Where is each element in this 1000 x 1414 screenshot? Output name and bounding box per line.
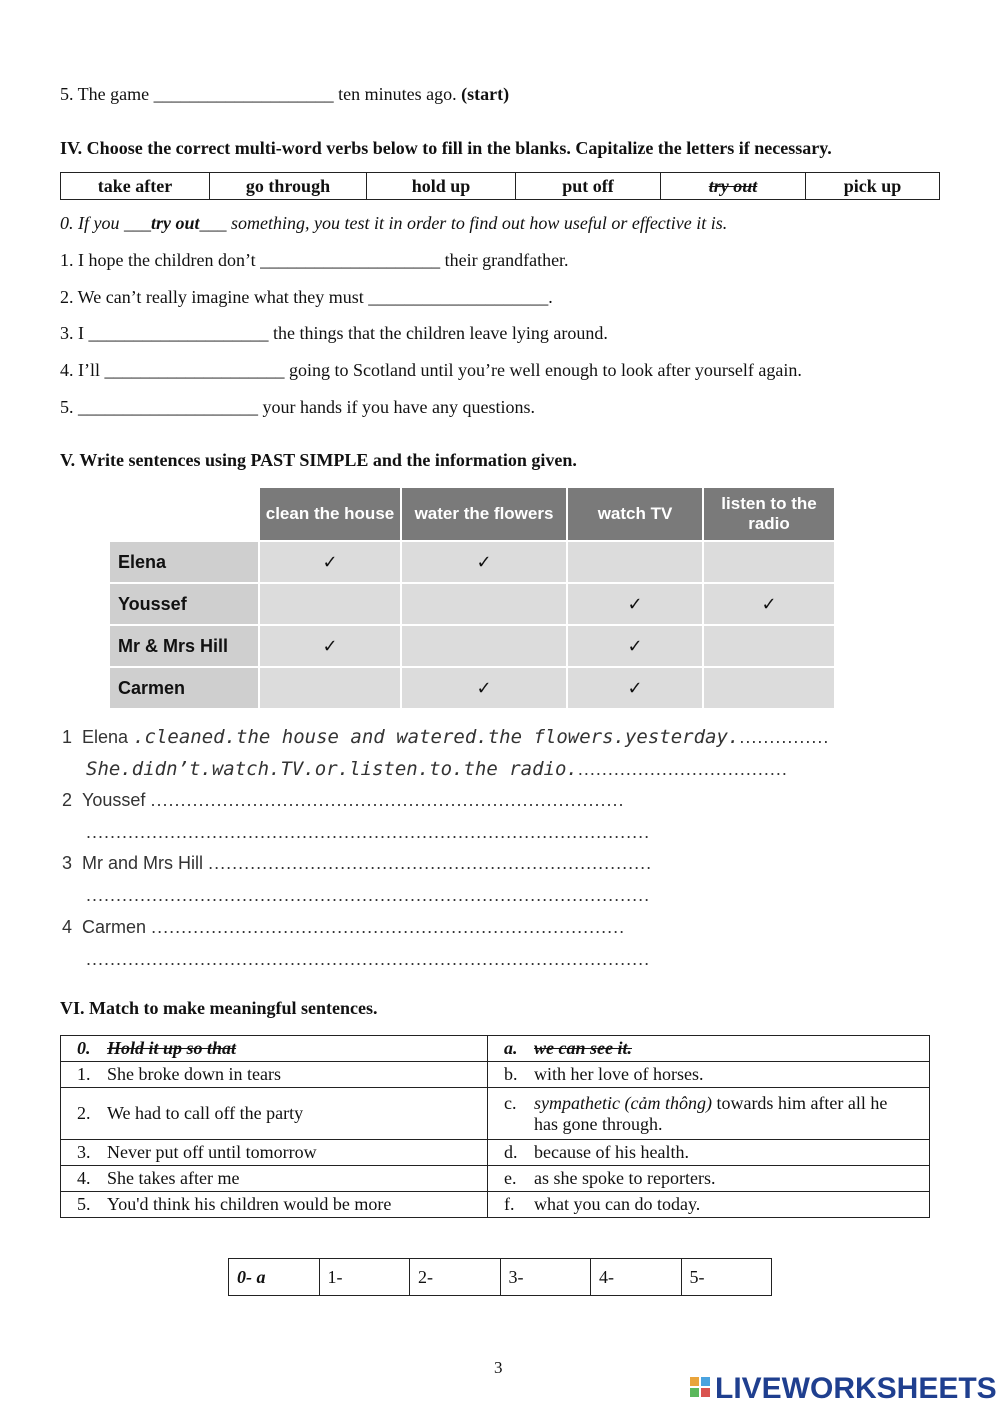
table-row: 2. We had to call off the party c. sympathetic (cảm thông) towards him after all he has gone through. <box>61 1088 930 1140</box>
q4-5[interactable]: 5. ____________________ your hands if you have any questions. <box>60 397 535 417</box>
answer-cell-3[interactable]: 3- <box>500 1259 591 1296</box>
word-pick-up: pick up <box>806 173 940 200</box>
check-mark: ✓ <box>259 541 401 583</box>
table-row: 4. She takes after me e. as she spoke to reporters. <box>61 1166 930 1192</box>
check-mark: ✓ <box>567 583 703 625</box>
section5-heading: V. Write sentences using PAST SIMPLE and the information given. <box>60 450 577 470</box>
check-mark: ✓ <box>703 583 835 625</box>
word-try-out: try out <box>661 173 806 200</box>
section6-heading: VI. Match to make meaningful sentences. <box>60 998 378 1018</box>
check-mark: ✓ <box>567 667 703 709</box>
answer-2-line1[interactable]: 2 Youssef ............................................................................... <box>62 790 625 810</box>
check-mark: ✓ <box>401 667 567 709</box>
word-put-off: put off <box>516 173 661 200</box>
section4-heading: IV. Choose the correct multi-word verbs below to fill in the blanks. Capitalize the letters if necessary. <box>60 138 832 158</box>
match-table <box>60 1035 930 1218</box>
word-go-through: go through <box>210 173 367 200</box>
table-row: 0. Hold it up so that a. we can see it. <box>61 1036 930 1062</box>
check-mark: ✓ <box>567 625 703 667</box>
check-mark <box>401 625 567 667</box>
q3-5: 5. The game ____________________ ten minutes ago. (start) <box>60 84 510 104</box>
answer-4-line1[interactable]: 4 Carmen ............................................................................... <box>62 917 626 937</box>
check-mark <box>567 541 703 583</box>
answer-3-line1[interactable]: 3 Mr and Mrs Hill .......................................................................... <box>62 853 653 873</box>
check-mark: ✓ <box>259 625 401 667</box>
check-mark <box>703 541 835 583</box>
table-row: Carmen ✓ ✓ <box>109 667 835 709</box>
table-row: 1. She broke down in tears b. with her love of horses. <box>61 1062 930 1088</box>
check-mark <box>259 583 401 625</box>
liveworksheets-logo: LIVEWORKSHEETS <box>690 1372 997 1406</box>
answer-2-line2[interactable]: .............................................................................................. <box>86 822 651 842</box>
answer-grid <box>228 1258 772 1296</box>
q4-3[interactable]: 3. I ____________________ the things that the children leave lying around. <box>60 323 608 343</box>
table-row: 5. You'd think his children would be more f. what you can do today. <box>61 1192 930 1218</box>
page-number: 3 <box>494 1358 503 1377</box>
logo-icon <box>690 1377 712 1401</box>
col-listen-radio: listen to the radio <box>703 487 835 541</box>
table-row: Youssef ✓ ✓ <box>109 583 835 625</box>
check-mark <box>401 583 567 625</box>
col-watch-tv: watch TV <box>567 487 703 541</box>
activity-table <box>108 486 836 710</box>
answer-1-line2[interactable]: She.didn’t.watch.TV.or.listen.to.the radio.................................... <box>86 758 788 780</box>
check-mark <box>703 625 835 667</box>
check-mark <box>259 667 401 709</box>
word-take-after: take after <box>61 173 210 200</box>
handwritten-answer: .cleaned.the house and watered.the flowers.yesterday. <box>133 726 740 748</box>
answer-cell-2[interactable]: 2- <box>410 1259 501 1296</box>
hint-start: (start) <box>461 84 510 104</box>
answer-cell-0: 0- a <box>229 1259 320 1296</box>
answer-3-line2[interactable]: .............................................................................................. <box>86 885 651 905</box>
q4-1[interactable]: 1. I hope the children don’t ____________________ their grandfather. <box>60 250 569 270</box>
q4-4[interactable]: 4. I’ll ____________________ going to Scotland until you’re well enough to look after yourself again. <box>60 360 802 380</box>
col-clean-house: clean the house <box>259 487 401 541</box>
table-row: 3. Never put off until tomorrow d. because of his health. <box>61 1140 930 1166</box>
word-box <box>60 172 940 200</box>
answer-4-line2[interactable]: .............................................................................................. <box>86 949 651 969</box>
handwritten-answer: She.didn’t.watch.TV.or.listen.to.the radio. <box>86 758 578 780</box>
example-sentence: 0. If you ___try out___ something, you test it in order to find out how useful or effective it is. <box>60 213 728 233</box>
check-mark <box>703 667 835 709</box>
col-water-flowers: water the flowers <box>401 487 567 541</box>
word-hold-up: hold up <box>367 173 516 200</box>
table-row: Elena ✓ ✓ <box>109 541 835 583</box>
q4-2[interactable]: 2. We can’t really imagine what they must ____________________. <box>60 287 553 307</box>
answer-1-line1[interactable]: 1 Elena .cleaned.the house and watered.the flowers.yesterday................ <box>62 726 830 748</box>
check-mark: ✓ <box>401 541 567 583</box>
answer-cell-5[interactable]: 5- <box>681 1259 772 1296</box>
answer-cell-1[interactable]: 1- <box>319 1259 410 1296</box>
table-row: Mr & Mrs Hill ✓ ✓ <box>109 625 835 667</box>
example-answer: try out <box>150 213 200 233</box>
answer-cell-4[interactable]: 4- <box>591 1259 682 1296</box>
